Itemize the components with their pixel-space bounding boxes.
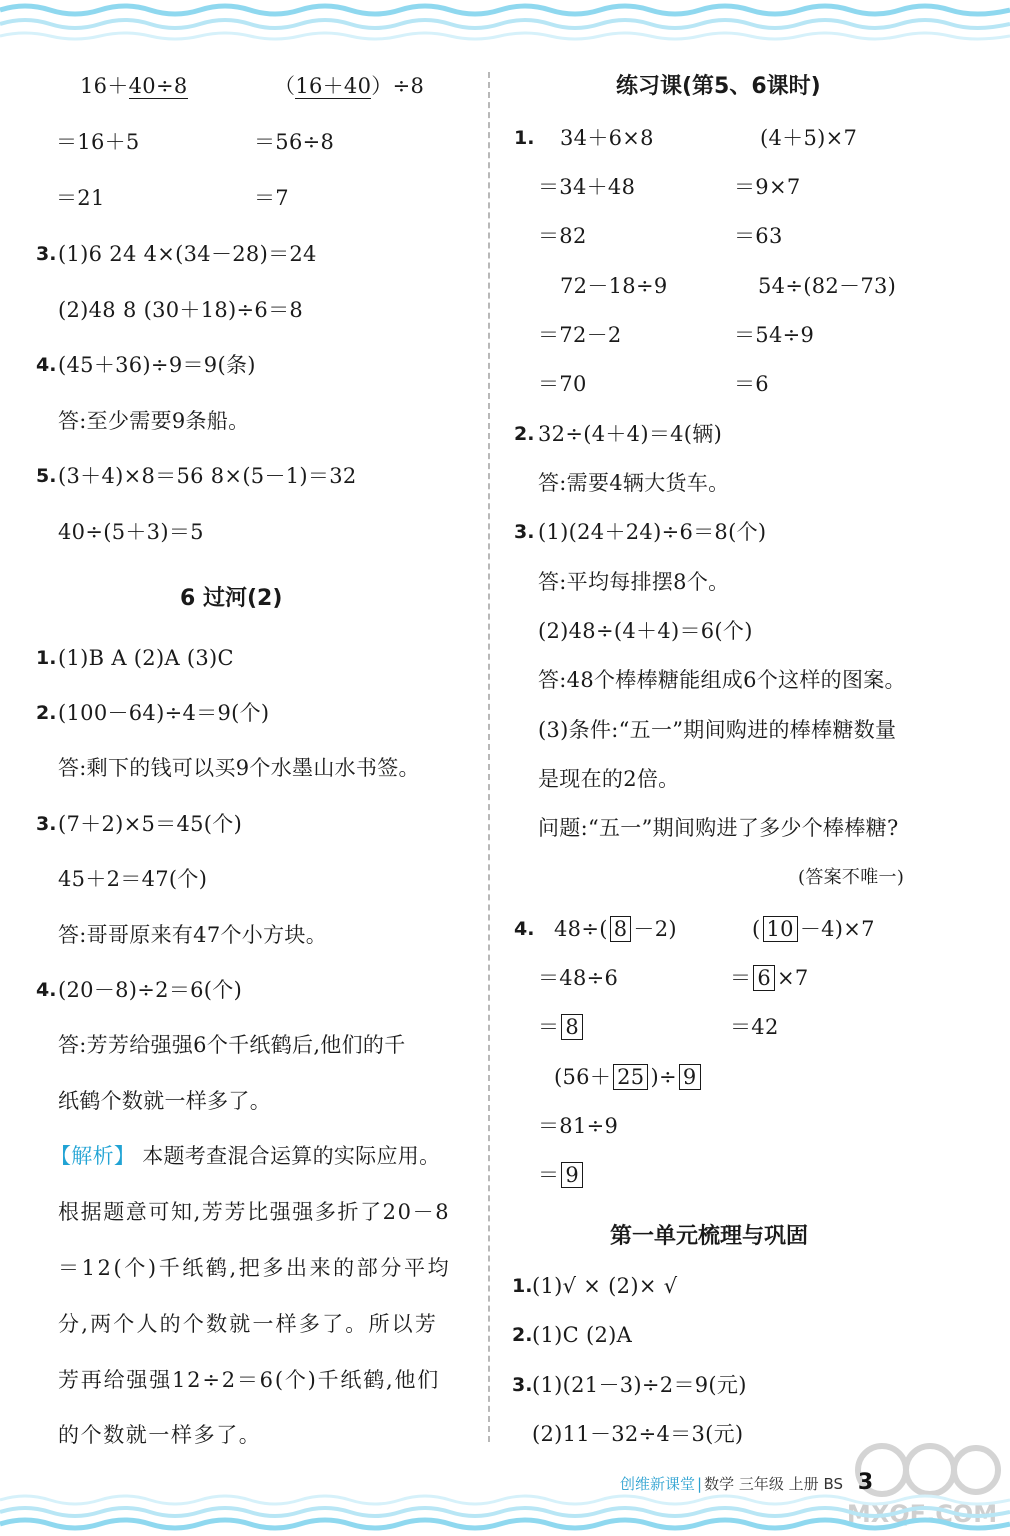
unit1-title: 第一单元梳理与巩固 — [610, 1224, 809, 1249]
s6-q4-line1: (20－8)÷2＝6(个) — [58, 978, 243, 1002]
q4-number: 4. — [36, 354, 57, 376]
practice-title: 练习课(第5、6课时) — [616, 74, 821, 99]
calc-b1: （16＋40）÷8 — [274, 74, 425, 98]
q5-line1: (3＋4)×8＝56 8×(5－1)＝32 — [58, 464, 357, 488]
q3-number: 3. — [36, 243, 57, 265]
q4-line1: (45＋36)÷9＝9(条) — [58, 353, 256, 377]
p-q1-b1: (4＋5)×7 — [760, 126, 858, 150]
s6-q3-number: 3. — [36, 813, 57, 835]
p-q1-b4: 54÷(82－73) — [758, 274, 897, 298]
p-q4-c3: ＝ 9 — [538, 1161, 585, 1189]
answer-box: 25 — [613, 1064, 648, 1090]
u1-q2-text: (1)C (2)A — [532, 1323, 633, 1347]
u1-q3-number: 3. — [512, 1374, 533, 1396]
s6-q4-number: 4. — [36, 979, 57, 1001]
column-divider — [488, 72, 490, 1442]
s6-q4-line3: 纸鹤个数就一样多了。 — [58, 1089, 271, 1113]
u1-q1-number: 1. — [512, 1275, 533, 1297]
s6-q3-line1: (7＋2)×5＝45(个) — [58, 812, 243, 836]
analysis-line3: ＝12(个)千纸鹤,把多出来的部分平均 — [58, 1256, 452, 1280]
analysis-line1: 【解析】 本题考查混合运算的实际应用。 — [50, 1144, 441, 1168]
q5-number: 5. — [36, 465, 57, 487]
p-q4-a3: ＝ 8 — [538, 1013, 585, 1041]
top-wave-border — [0, 0, 1010, 46]
p-q3-line3: (2)48÷(4＋4)＝6(个) — [538, 619, 753, 643]
p-q1-a2: ＝34＋48 — [538, 175, 636, 199]
q3-line2: (2)48 8 (30＋18)÷6＝8 — [58, 298, 304, 322]
p-q4-c2: ＝81÷9 — [538, 1114, 619, 1138]
s6-q2-line1: (100－64)÷4＝9(个) — [58, 701, 270, 725]
p-q1-b2: ＝9×7 — [734, 175, 801, 199]
footer-subject: 数学 — [704, 1475, 735, 1493]
u1-q2-number: 2. — [512, 1324, 533, 1346]
s6-q3-line3: 答:哥哥原来有47个小方块。 — [58, 923, 327, 947]
answer-box: 9 — [561, 1162, 583, 1188]
p-q3-line4: 答:48个棒棒糖能组成6个这样的图案。 — [538, 668, 906, 692]
p-q4-a1: 48÷( 8 －2) — [554, 917, 677, 941]
answer-box: 6 — [753, 965, 775, 991]
page-number: 3 — [857, 1470, 874, 1495]
s6-q2-line2: 答:剩下的钱可以买9个水墨山水书签。 — [58, 756, 420, 780]
s6-q2-number: 2. — [36, 702, 57, 724]
calc-b2: ＝56÷8 — [254, 130, 335, 154]
p-q2-line1: 32÷(4＋4)＝4(辆) — [538, 422, 723, 446]
u1-q3-line2: (2)11－32÷4＝3(元) — [532, 1422, 744, 1446]
analysis-line5: 芳再给强强12÷2＝6(个)千纸鹤,他们 — [58, 1368, 441, 1392]
footer-volume: 上册 — [788, 1475, 819, 1493]
analysis-line4: 分,两个人的个数就一样多了。所以芳 — [58, 1312, 439, 1336]
p-q2-line2: 答:需要4辆大货车。 — [538, 471, 730, 495]
p-q4-c1: (56＋ 25 )÷ 9 — [554, 1063, 703, 1091]
analysis-line2: 根据题意可知,芳芳比强强多折了20－8 — [58, 1200, 451, 1224]
watermark-text: MXQE.COM — [846, 1500, 998, 1528]
q3-line1: (1)6 24 4×(34－28)＝24 — [58, 242, 317, 266]
page-footer: 创维新课堂 | 数学 三年级 上册 BS 3 — [620, 1470, 874, 1495]
footer-grade: 三年级 — [738, 1475, 784, 1493]
p-q4-b3: ＝42 — [730, 1015, 779, 1039]
p-q3-note: (答案不唯一) — [798, 867, 905, 888]
p-q3-line1: (1)(24＋24)÷6＝8(个) — [538, 520, 767, 544]
p-q1-a5: ＝72－2 — [538, 323, 622, 347]
p-q2-number: 2. — [514, 423, 535, 445]
p-q4-number: 4. — [514, 918, 535, 940]
p-q3-line7: 问题:“五一”期间购进了多少个棒棒糖? — [538, 816, 899, 840]
answer-box: 8 — [610, 916, 632, 942]
p-q1-b3: ＝63 — [734, 224, 783, 248]
section6-title: 6 过河(2) — [180, 586, 283, 611]
p-q4-b1: ( 10 －4)×7 — [752, 917, 875, 941]
bottom-wave-border — [0, 1490, 1010, 1536]
s6-q1-number: 1. — [36, 647, 57, 669]
p-q4-a2: ＝48÷6 — [538, 966, 619, 990]
s6-q1-text: (1)B A (2)A (3)C — [58, 646, 234, 670]
answer-box: 10 — [763, 916, 798, 942]
p-q1-b6: ＝6 — [734, 372, 769, 396]
footer-edition: BS — [823, 1475, 844, 1493]
p-q1-a1: 34＋6×8 — [560, 126, 654, 150]
answer-box: 8 — [561, 1014, 583, 1040]
s6-q4-line2: 答:芳芳给强强6个千纸鹤后,他们的千 — [58, 1033, 406, 1057]
p-q1-a6: ＝70 — [538, 372, 587, 396]
p-q1-a4: 72－18÷9 — [560, 274, 668, 298]
answer-box: 9 — [679, 1064, 701, 1090]
p-q1-b5: ＝54÷9 — [734, 323, 815, 347]
analysis-tag: 【解析】 — [50, 1144, 136, 1168]
p-q1-a3: ＝82 — [538, 224, 587, 248]
calc-a3: ＝21 — [56, 186, 105, 210]
u1-q1-text: (1)√ × (2)× √ — [532, 1274, 678, 1298]
u1-q3-line1: (1)(21－3)÷2＝9(元) — [532, 1373, 747, 1397]
p-q3-line2: 答:平均每排摆8个。 — [538, 570, 730, 594]
calc-b3: ＝7 — [254, 186, 289, 210]
q4-line2: 答:至少需要9条船。 — [58, 409, 250, 433]
q5-line2: 40÷(5＋3)＝5 — [58, 520, 204, 544]
p-q4-b2: ＝ 6 ×7 — [730, 966, 809, 990]
calc-a2: ＝16＋5 — [56, 130, 140, 154]
calc-a1: 16＋40÷8 — [80, 74, 188, 98]
analysis-line6: 的个数就一样多了。 — [58, 1423, 262, 1447]
p-q1-number: 1. — [514, 127, 535, 149]
footer-brand: 创维新课堂 — [620, 1475, 696, 1493]
p-q3-line6: 是现在的2倍。 — [538, 767, 680, 791]
p-q3-line5: (3)条件:“五一”期间购进的棒棒糖数量 — [538, 718, 897, 742]
p-q3-number: 3. — [514, 521, 535, 543]
s6-q3-line2: 45＋2＝47(个) — [58, 867, 208, 891]
